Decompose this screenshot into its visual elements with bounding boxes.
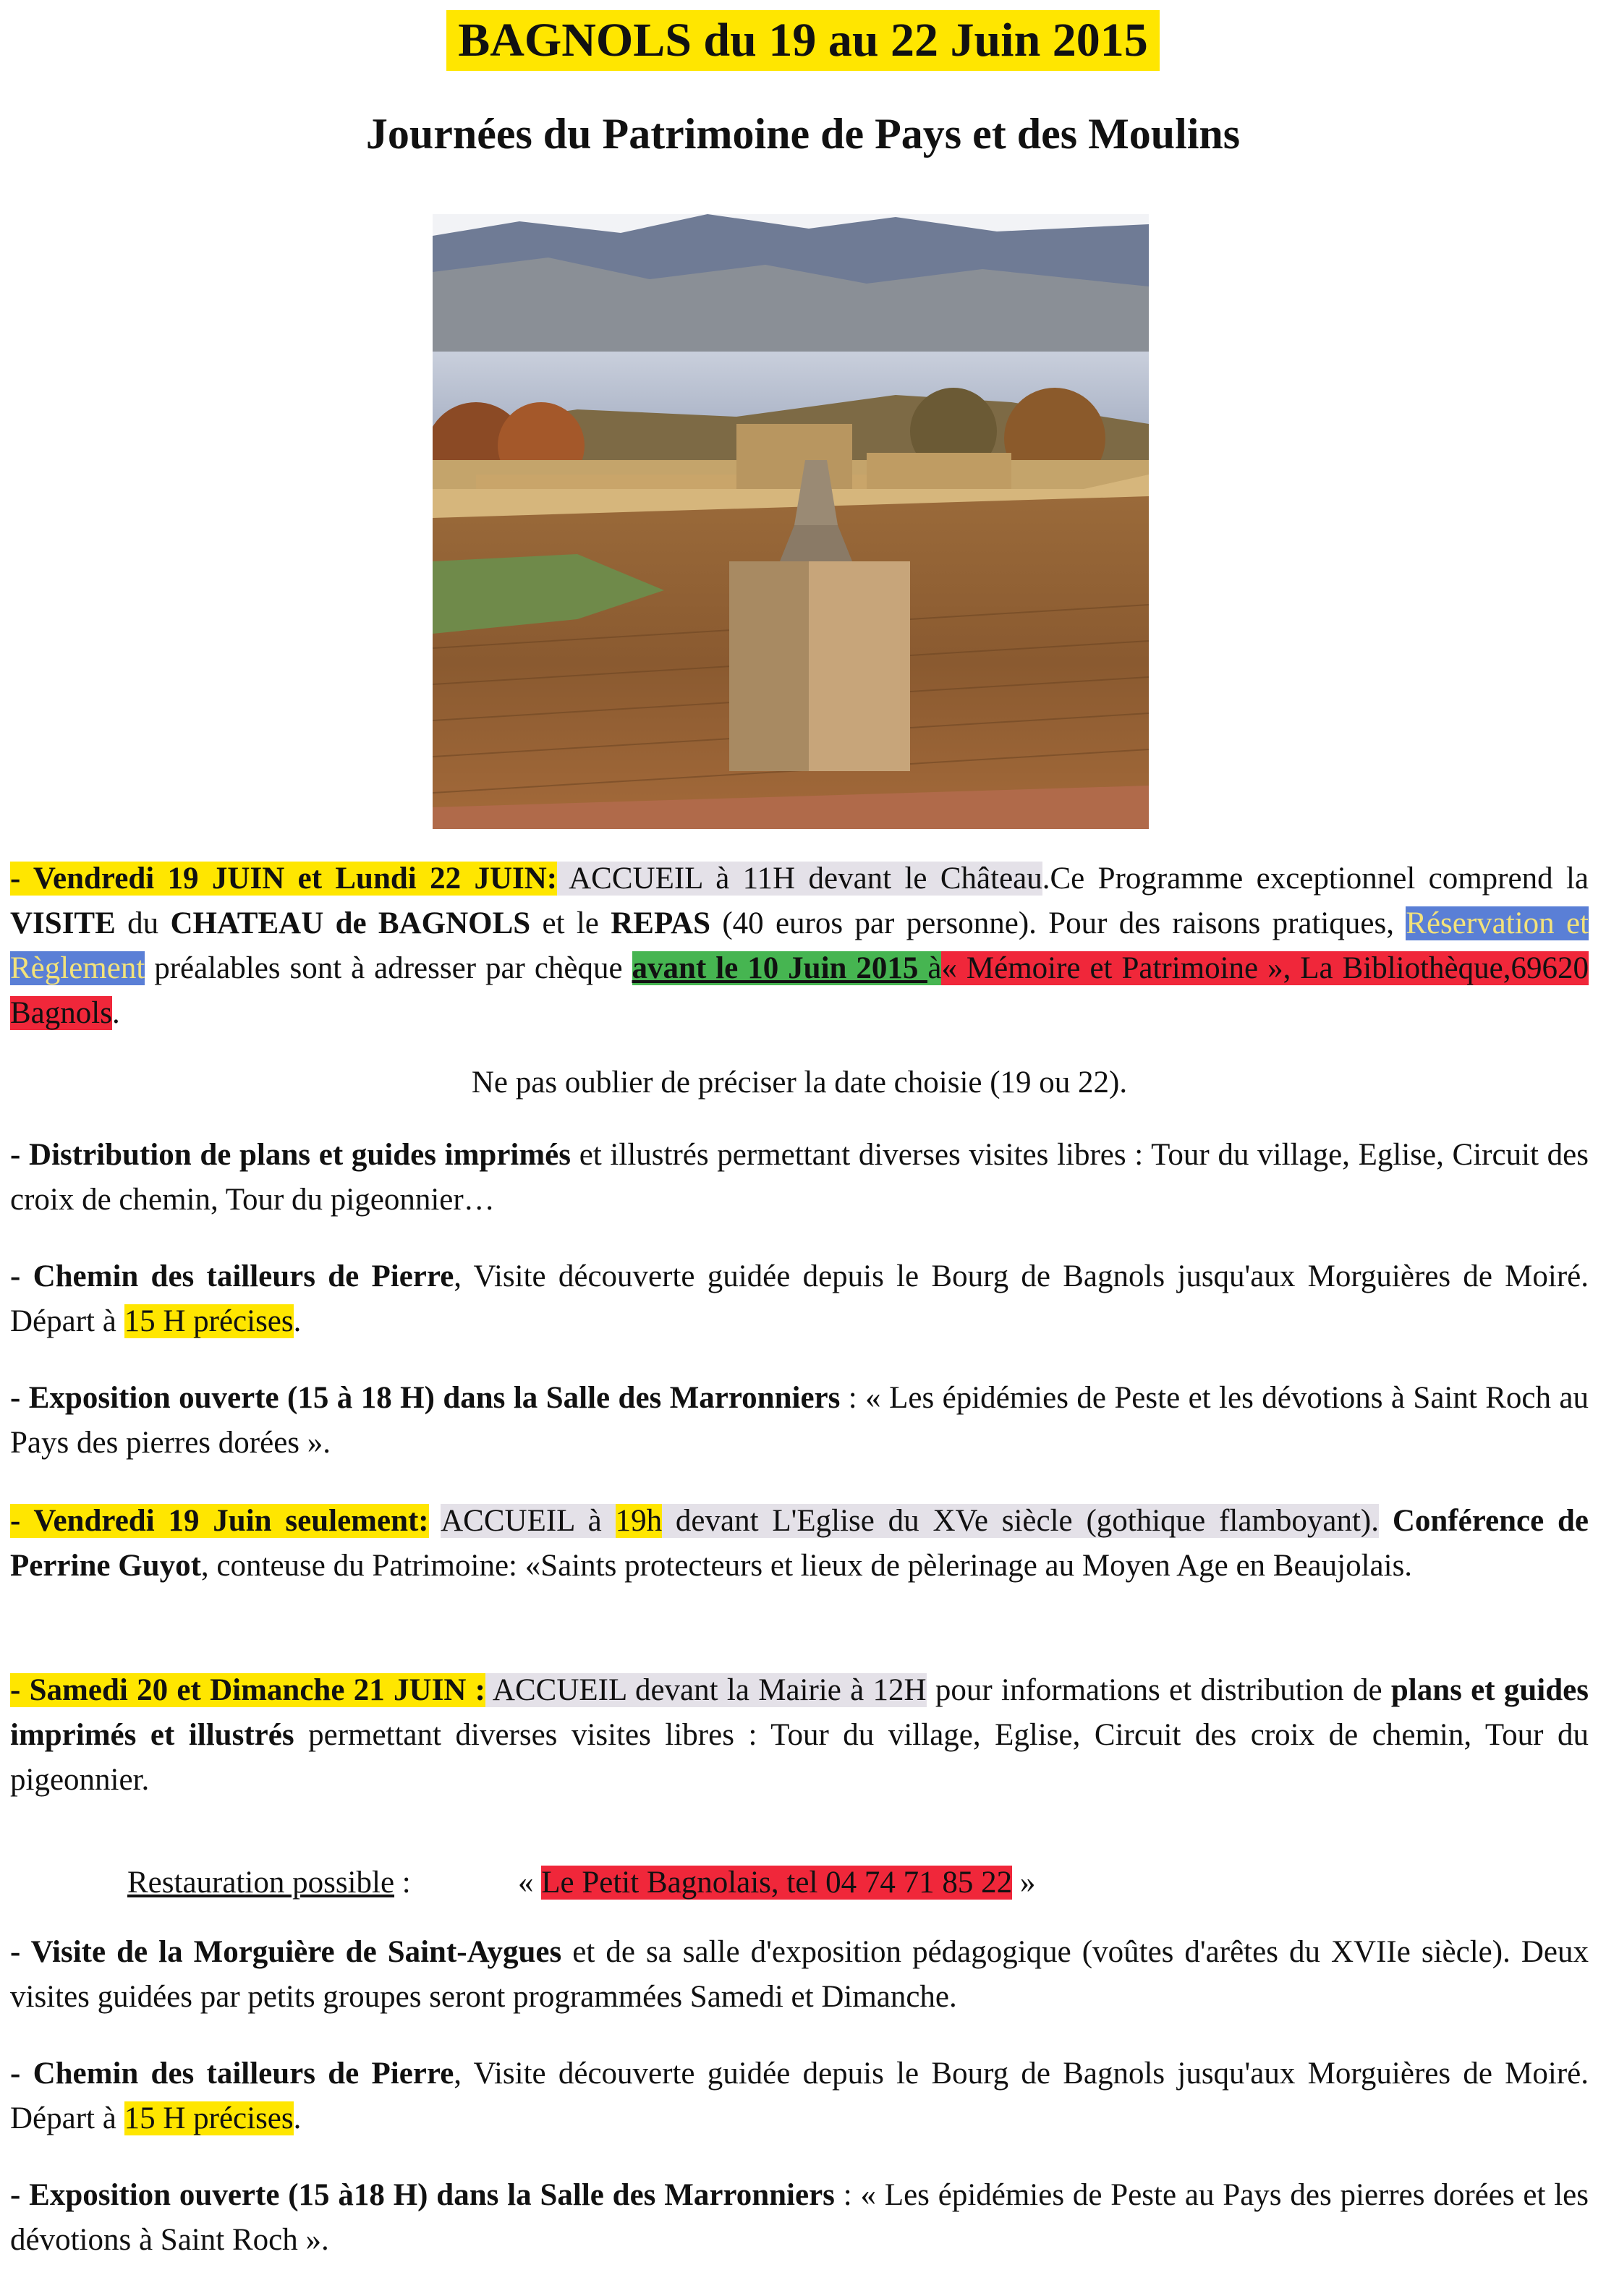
- text-run: (40 euros par personne). Pour des raisons pratiques,: [710, 906, 1406, 940]
- text-run: pour informations et distribution de: [926, 1673, 1391, 1707]
- text-run: «: [518, 1866, 542, 1900]
- restaurant-highlight: Le Petit Bagnolais, tel 04 74 71 85 22: [541, 1866, 1013, 1900]
- text-run: REPAS: [611, 906, 710, 940]
- text-run: devant L'Eglise du XVe siècle (gothique flamboyant).: [662, 1504, 1379, 1538]
- address-highlight: « Mémoire et Patrimoine », La Bibliothèque,69620 Bagnols: [10, 951, 1589, 1030]
- restauration-label: Restauration possible: [127, 1866, 395, 1900]
- section-vendredi-soir: [10, 1499, 1589, 1589]
- section-heading: - Chemin des tailleurs de Pierre: [10, 1259, 454, 1293]
- text-run: »: [1012, 1866, 1036, 1900]
- text-run: VISITE: [10, 906, 116, 940]
- text-run: .: [111, 996, 120, 1030]
- section-weekend: [10, 1668, 1589, 1803]
- text-run: , Visite découverte guidée depuis le Bourg de Bagnols jusqu'aux Morguières de Moiré. Départ à: [10, 1259, 1589, 1338]
- deadline-highlight: avant le 10 Juin 2015: [632, 951, 928, 985]
- title-block: [0, 10, 1606, 71]
- text-run: [429, 1504, 441, 1538]
- text-run: du: [115, 906, 171, 940]
- text-run: à: [927, 951, 942, 985]
- section-heading: - Exposition ouverte (15 à18 H) dans la Salle des Marronniers: [10, 2178, 835, 2212]
- text-run: .: [293, 1304, 302, 1338]
- section-heading: - Visite de la Morguière de Saint-Aygues: [10, 1935, 562, 1969]
- text-run: : « Les épidémies de Peste et les dévotions à Saint Roch au Pays des pierres dorées ».: [10, 1381, 1589, 1460]
- section-heading: - Samedi 20 et Dimanche 21 JUIN :: [10, 1673, 485, 1707]
- section-morguiere: [10, 1930, 1589, 2020]
- text-run: permettant diverses visites libres : Tour du village, Eglise, Circuit des croix de chemin, Tour du pigeonnier.: [10, 1718, 1589, 1797]
- text-run: et illustrés permettant diverses visites libres : Tour du village, Eglise, Circuit des croix de chemin, Tour du pigeonnier…: [10, 1138, 1589, 1217]
- text-run: : « Les épidémies de Peste au Pays des pierres dorées et les dévotions à Saint Roch ».: [10, 2178, 1589, 2257]
- text-run: ACCUEIL à: [441, 1504, 616, 1538]
- text-run: plans et guides imprimés et illustrés: [10, 1673, 1589, 1752]
- page-title: BAGNOLS du 19 au 22 Juin 2015: [446, 10, 1160, 71]
- reservation-highlight: Réservation et Règlement: [10, 906, 1589, 985]
- section-chemin-tailleurs-weekend: [10, 2051, 1589, 2141]
- section-heading: - Exposition ouverte (15 à 18 H) dans la Salle des Marronniers: [10, 1381, 841, 1415]
- text-run: , Visite découverte guidée depuis le Bourg de Bagnols jusqu'aux Morguières de Moiré. Départ à: [10, 2057, 1589, 2135]
- text-run: CHATEAU de BAGNOLS: [170, 906, 531, 940]
- text-run: :: [394, 1866, 411, 1900]
- chateau-landscape-photo: [433, 214, 1149, 829]
- accueil-info: ACCUEIL devant la Mairie à 12H: [485, 1673, 927, 1707]
- page-subtitle: Journées du Patrimoine de Pays et des Moulins: [365, 110, 1241, 158]
- text-run: et de sa salle d'exposition pédagogique (voûtes d'arêtes du XVIIe siècle). Deux visites guidées par petits groupes seront programmées Samedi et Dimanche.: [10, 1935, 1589, 2014]
- accueil-info: ACCUEIL à 11H devant le Château: [557, 862, 1042, 896]
- section-heading: - Chemin des tailleurs de Pierre: [10, 2057, 454, 2091]
- section-exposition: [10, 1376, 1589, 1466]
- time-highlight: 15 H précises: [124, 2101, 294, 2135]
- text-run: préalables sont à adresser par chèque: [145, 951, 632, 985]
- text-run: , conteuse du Patrimoine: «Saints protecteurs et lieux de pèlerinage au Moyen Age en Beaujolais.: [200, 1549, 1413, 1583]
- text-run: .: [293, 2101, 302, 2135]
- conference-title: Conférence de Perrine Guyot: [10, 1504, 1589, 1583]
- date-reminder: Ne pas oublier de préciser la date choisie (19 ou 22).: [471, 1066, 1128, 1100]
- section-distribution: [10, 1133, 1589, 1223]
- section-heading: - Distribution de plans et guides imprimés: [10, 1138, 571, 1172]
- time-highlight: 15 H précises: [124, 1304, 294, 1338]
- section-chemin-tailleurs: [10, 1254, 1589, 1344]
- section-visite-chateau: [10, 856, 1589, 1036]
- text-run: .Ce Programme exceptionnel comprend la: [1042, 862, 1589, 896]
- restauration-line: [127, 1861, 1035, 1905]
- section-exposition-weekend: [10, 2173, 1589, 2263]
- text-run: et le: [530, 906, 611, 940]
- section-heading: - Vendredi 19 Juin seulement:: [10, 1504, 429, 1538]
- time-highlight: 19h: [615, 1504, 663, 1538]
- section-heading: - Vendredi 19 JUIN et Lundi 22 JUIN:: [10, 862, 558, 896]
